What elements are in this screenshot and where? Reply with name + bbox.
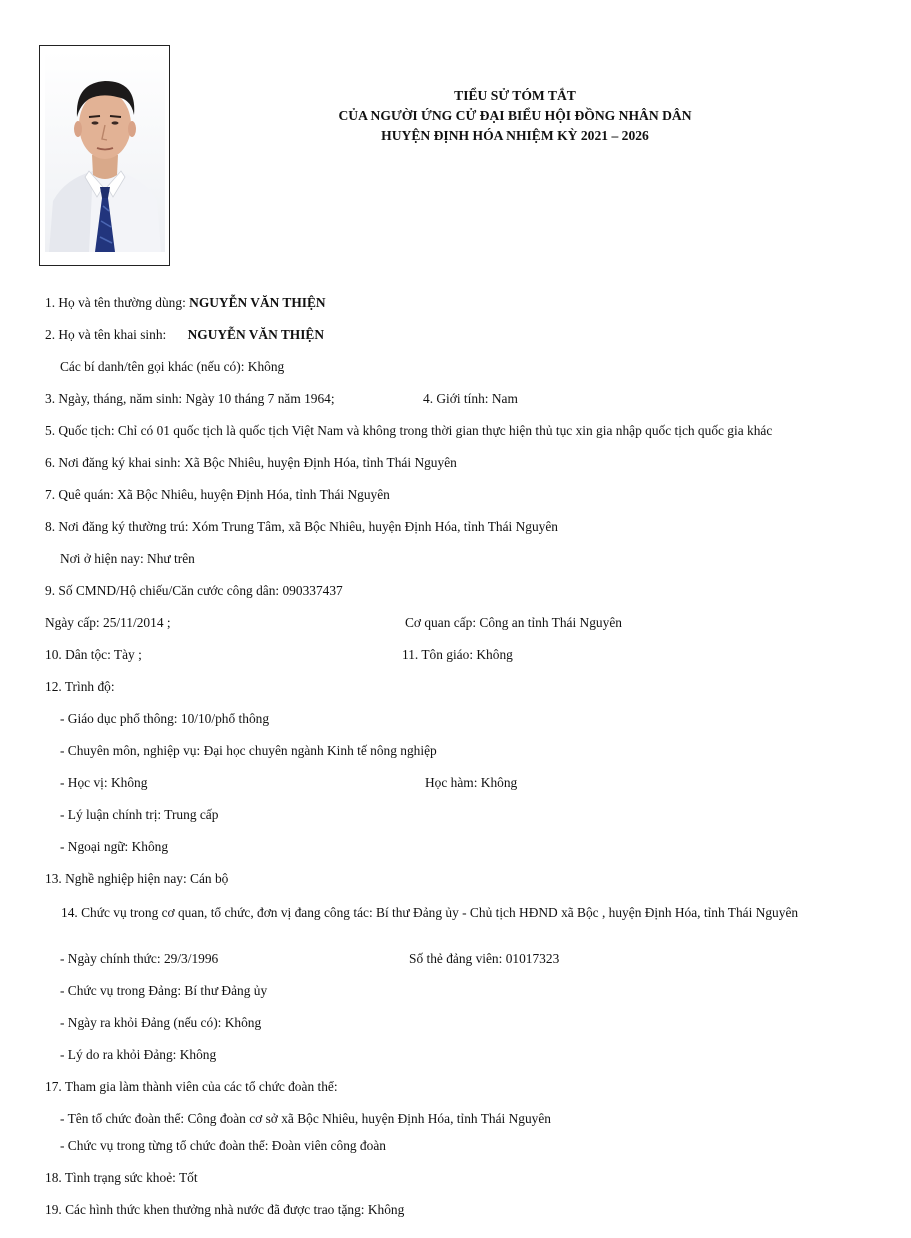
item-birth-name-value: NGUYỄN VĂN THIỆN [187, 327, 325, 342]
item-common-name [45, 294, 326, 312]
item-foreign-language: - Ngoại ngữ: Không [60, 839, 169, 854]
item-academic-title: Học hàm: Không [425, 775, 518, 790]
portrait-image [45, 51, 165, 252]
item-ethnicity: 10. Dân tộc: Tày ; [45, 647, 142, 662]
item-hometown: 7. Quê quán: Xã Bộc Nhiêu, huyện Định Hóa, tỉnh Thái Nguyên [45, 487, 390, 502]
item-qualifications: 12. Trình độ: [45, 679, 115, 694]
item-party-leave-date: - Ngày ra khỏi Đảng (nếu có): Không [60, 1015, 262, 1030]
title-line-1: TIỂU SỬ TÓM TẮT [454, 88, 576, 103]
title-line-3: HUYỆN ĐỊNH HÓA NHIỆM KỲ 2021 – 2026 [381, 128, 649, 143]
item-political-theory: - Lý luận chính trị: Trung cấp [60, 807, 219, 822]
item-issue-date: Ngày cấp: 25/11/2014 ; [45, 615, 171, 630]
item-awards: 19. Các hình thức khen thưởng nhà nước đã được trao tặng: Không [45, 1202, 405, 1217]
item-id-number: 9. Số CMND/Hộ chiếu/Căn cước công dân: 090337437 [45, 583, 343, 598]
item-specialty: - Chuyên môn, nghiệp vụ: Đại học chuyên ngành Kinh tế nông nghiệp [60, 743, 437, 758]
item-alias: Các bí danh/tên gọi khác (nếu có): Không [60, 359, 285, 374]
item-common-name-label: 1. Họ và tên thường dùng: [45, 295, 186, 310]
item-party-position: - Chức vụ trong Đảng: Bí thư Đảng ủy [60, 983, 268, 998]
item-permanent-residence: 8. Nơi đăng ký thường trú: Xóm Trung Tâm, xã Bộc Nhiêu, huyện Định Hóa, tỉnh Thái Nguyên [45, 519, 558, 534]
item-issuer: Cơ quan cấp: Công an tỉnh Thái Nguyên [405, 615, 622, 630]
item-party-leave-reason: - Lý do ra khỏi Đảng: Không [60, 1047, 217, 1062]
item-birth-registration: 6. Nơi đăng ký khai sinh: Xã Bộc Nhiêu, huyện Định Hóa, tỉnh Thái Nguyên [45, 455, 457, 470]
item-party-card: Số thẻ đảng viên: 01017323 [409, 951, 560, 966]
item-organization-position: - Chức vụ trong từng tổ chức đoàn thể: Đoàn viên công đoàn [60, 1138, 386, 1153]
item-birth-name [45, 326, 324, 344]
item-official-date: - Ngày chính thức: 29/3/1996 [60, 951, 219, 966]
item-organization-name: - Tên tổ chức đoàn thể: Công đoàn cơ sở xã Bộc Nhiêu, huyện Định Hóa, tỉnh Thái Nguyên [60, 1111, 551, 1126]
item-degree: - Học vị: Không [60, 775, 148, 790]
item-birth-date: 3. Ngày, tháng, năm sinh: Ngày 10 tháng 7 năm 1964; [45, 391, 335, 406]
item-current-residence: Nơi ở hiện nay: Như trên [60, 551, 195, 566]
document-title [240, 86, 790, 146]
item-birth-name-label: 2. Họ và tên khai sinh: [45, 327, 167, 342]
item-organizations: 17. Tham gia làm thành viên của các tổ chức đoàn thể: [45, 1079, 338, 1094]
item-position: 14. Chức vụ trong cơ quan, tổ chức, đơn vị đang công tác: Bí thư Đảng ủy - Chủ tịch HĐND xã Bộc , huyện Định Hóa, tỉnh Thái Nguyên [61, 905, 799, 920]
item-occupation: 13. Nghề nghiệp hiện nay: Cán bộ [45, 871, 229, 886]
title-line-2: CỦA NGƯỜI ỨNG CỬ ĐẠI BIỂU HỘI ĐỒNG NHÂN DÂN [338, 108, 692, 123]
item-health: 18. Tình trạng sức khoẻ: Tốt [45, 1170, 198, 1185]
item-general-education: - Giáo dục phổ thông: 10/10/phổ thông [60, 711, 270, 726]
item-gender: 4. Giới tính: Nam [423, 391, 518, 406]
item-common-name-value: NGUYỄN VĂN THIỆN [189, 295, 326, 310]
portrait-photo [39, 45, 170, 266]
item-religion: 11. Tôn giáo: Không [402, 647, 513, 662]
item-nationality: 5. Quốc tịch: Chỉ có 01 quốc tịch là quốc tịch Việt Nam và không trong thời gian thực hiện thủ tục xin gia nhập quốc tịch quốc gia khác [45, 423, 773, 438]
